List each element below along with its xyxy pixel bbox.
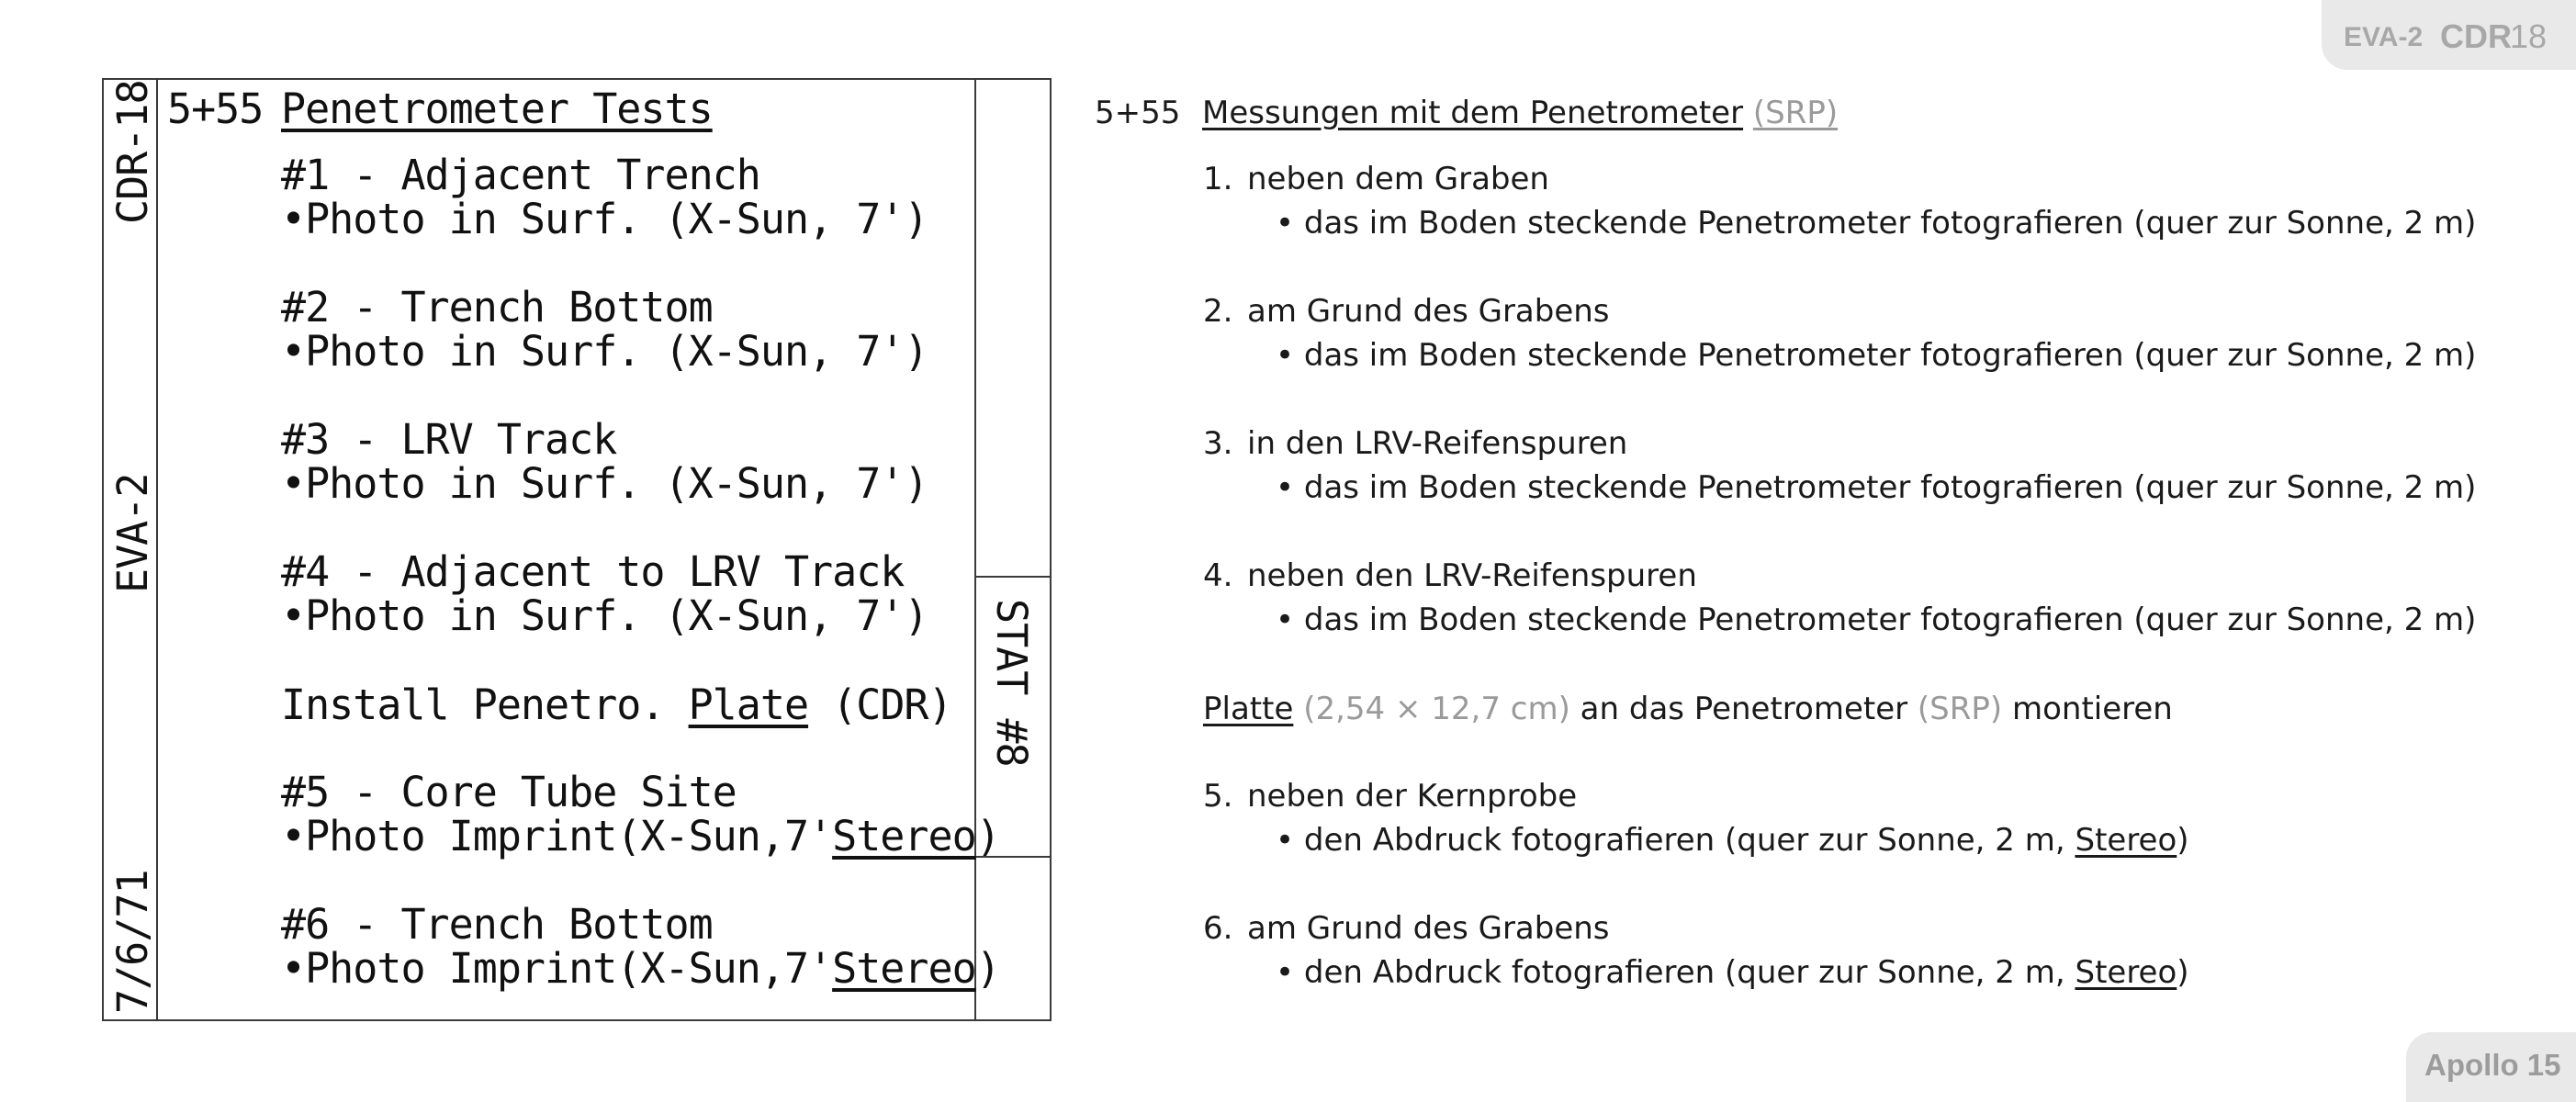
- translation-item-head: neben den LRV-Reifenspuren: [1247, 557, 1697, 594]
- header-page-number: 18: [2510, 17, 2548, 55]
- translation-item-number: 5.: [1203, 778, 1233, 815]
- checklist-item-head: #6 - Trench Bottom: [281, 900, 713, 949]
- checklist-item-head: #1 - Adjacent Trench: [281, 151, 760, 199]
- translation-item-sub: • das im Boden steckende Penetrometer fotografieren (quer zur Sonne, 2 m): [1276, 337, 2477, 374]
- translation-item-sub: • das im Boden steckende Penetrometer fotografieren (quer zur Sonne, 2 m): [1276, 602, 2477, 638]
- page-footer-tag: [2406, 1032, 2576, 1102]
- translation-install-line: Platte (2,54 × 12,7 cm) an das Penetrometer (SRP) montieren: [1203, 691, 2173, 727]
- translation-item-sub: • das im Boden steckende Penetrometer fotografieren (quer zur Sonne, 2 m): [1276, 469, 2477, 506]
- checklist-item-sub: •Photo Imprint(X-Sun,7'Stereo): [281, 944, 1000, 993]
- translation-item-number: 1.: [1203, 161, 1233, 197]
- checklist-item-head: #5 - Core Tube Site: [281, 768, 737, 816]
- page-header-tag: [2322, 0, 2576, 70]
- checklist-time: 5+55: [167, 84, 264, 133]
- checklist-item-sub: •Photo in Surf. (X-Sun, 7'): [281, 591, 928, 640]
- right-margin-divider: [974, 78, 976, 1021]
- translation-item-sub: • das im Boden steckende Penetrometer fotografieren (quer zur Sonne, 2 m): [1276, 205, 2477, 242]
- translation-time: 5+55: [1095, 95, 1181, 131]
- header-cdr: CDR: [2440, 17, 2512, 55]
- translation-item-head: am Grund des Grabens: [1247, 293, 1610, 330]
- checklist-install-line: Install Penetro. Plate (CDR): [281, 680, 952, 729]
- translation-item-number: 2.: [1203, 293, 1233, 330]
- checklist-item-sub: •Photo in Surf. (X-Sun, 7'): [281, 459, 928, 508]
- checklist-item-head: #3 - LRV Track: [281, 415, 617, 464]
- checklist-item-sub: •Photo in Surf. (X-Sun, 7'): [281, 327, 928, 376]
- checklist-title: Penetrometer Tests: [281, 84, 713, 133]
- checklist-item-head: #4 - Adjacent to LRV Track: [281, 547, 905, 596]
- station-label: STAT #8: [987, 599, 1036, 767]
- translation-item-number: 3.: [1203, 425, 1233, 462]
- checklist-item-sub: •Photo Imprint(X-Sun,7'Stereo): [281, 812, 1000, 860]
- side-label-cdr: CDR-18: [108, 80, 157, 224]
- header-eva: EVA-2: [2344, 22, 2424, 52]
- translation-item-head: neben dem Graben: [1247, 161, 1549, 197]
- translation-item-head: am Grund des Grabens: [1247, 910, 1610, 947]
- side-label-eva: EVA-2: [108, 473, 157, 593]
- translation-item-number: 4.: [1203, 557, 1233, 594]
- checklist-item-sub: •Photo in Surf. (X-Sun, 7'): [281, 195, 928, 243]
- translation-item-head: neben der Kernprobe: [1247, 778, 1578, 815]
- translation-item-number: 6.: [1203, 910, 1233, 947]
- translation-item-head: in den LRV-Reifenspuren: [1247, 425, 1628, 462]
- checklist-item-head: #2 - Trench Bottom: [281, 283, 713, 332]
- station-divider-top: [974, 576, 1052, 578]
- side-label-date: 7/6/71: [108, 870, 157, 1014]
- translation-item-sub: • den Abdruck fotografieren (quer zur Sonne, 2 m, Stereo): [1276, 822, 2189, 859]
- translation-item-sub: • den Abdruck fotografieren (quer zur Sonne, 2 m, Stereo): [1276, 954, 2189, 991]
- translation-title: Messungen mit dem Penetrometer (SRP): [1202, 95, 1839, 131]
- footer-label: Apollo 15: [2424, 1048, 2561, 1082]
